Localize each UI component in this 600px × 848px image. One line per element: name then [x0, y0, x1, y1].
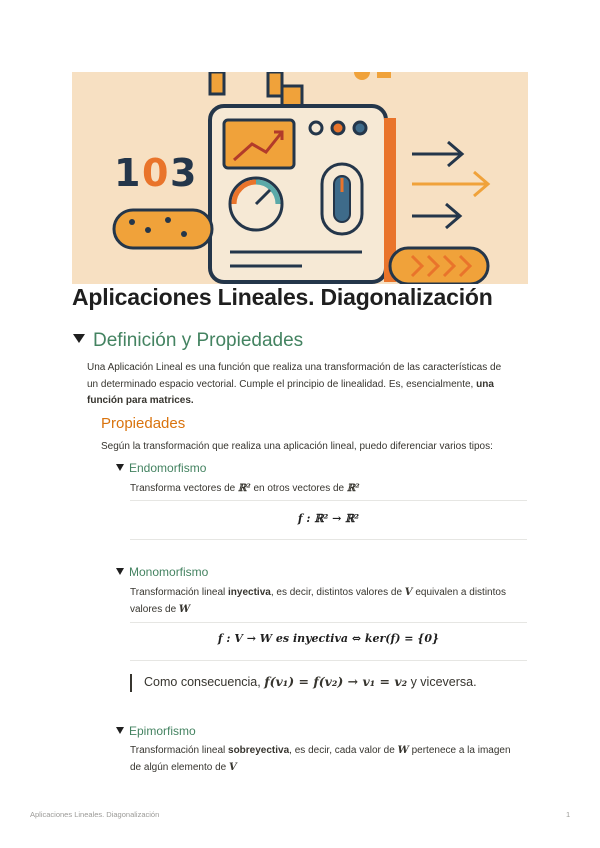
- monomorfismo-formula: [130, 632, 527, 645]
- endomorfismo-formula: [130, 512, 527, 525]
- machine-illustration-icon: [72, 72, 528, 284]
- page-title: Aplicaciones Lineales. Diagonalización: [72, 284, 493, 310]
- intro-line-1: Una Aplicación Lineal es una función que realiza una transformación de las características de: [87, 362, 502, 373]
- formula-divider: [130, 622, 527, 623]
- section-intro: [87, 360, 527, 410]
- monomorfismo-text: [130, 585, 530, 618]
- epi-var-v: V: [228, 761, 237, 773]
- svg-text:0: 0: [142, 151, 169, 195]
- mono-var-w: W: [178, 603, 191, 615]
- endo-space-2: ℝ²: [346, 483, 360, 494]
- section-toggle-definicion[interactable]: [73, 330, 303, 352]
- intro-line-2: un determinado espacio vectorial. Cumple el principio de linealidad. Es, esencialmente,: [87, 378, 477, 390]
- toggle-down-icon[interactable]: [73, 334, 85, 343]
- propiedades-intro: Según la transformación que realiza una aplicación lineal, puedo diferenciar varios tipos:: [101, 441, 493, 452]
- epimorfismo-text: [130, 743, 530, 776]
- mono-var-v: V: [404, 587, 413, 598]
- endomorfismo-text: [130, 481, 360, 498]
- toggle-down-icon[interactable]: [116, 464, 124, 471]
- epi-line2-pre: de algún elemento de: [130, 761, 229, 773]
- epimorfismo-heading: Epimorfismo: [129, 724, 196, 738]
- monomorfismo-heading: Monomorfismo: [129, 565, 209, 579]
- subheading-propiedades: Propiedades: [101, 415, 186, 432]
- quote-block: [130, 672, 527, 694]
- endo-space: ℝ²: [238, 483, 251, 494]
- section-heading: Definición y Propiedades: [93, 330, 304, 351]
- svg-text:1: 1: [114, 151, 141, 195]
- endo-text-mid: en otros vectores de: [250, 483, 347, 494]
- epi-bold: sobreyectiva: [228, 745, 290, 756]
- mono-bold: inyectiva: [228, 587, 271, 598]
- toggle-epimorfismo[interactable]: [116, 724, 196, 738]
- mono-line2-pre: valores de: [130, 603, 179, 615]
- cover-image: [72, 72, 528, 284]
- mono-line1-pre: Transformación lineal: [130, 587, 229, 598]
- endomorfismo-heading: Endomorfismo: [129, 461, 207, 475]
- epi-var-w: W: [397, 745, 409, 756]
- toggle-down-icon[interactable]: [116, 727, 124, 734]
- endo-text-pre: Transforma vectores de: [130, 483, 239, 494]
- epi-line1-post: pertenece a la imagen: [408, 745, 511, 756]
- epi-line1-pre: Transformación lineal: [130, 745, 229, 756]
- quote-pre: Como consecuencia,: [144, 675, 265, 689]
- quote-bar: [130, 674, 132, 692]
- toggle-down-icon[interactable]: [116, 568, 124, 575]
- formula-divider: [130, 660, 527, 661]
- footer-doc-title: Aplicaciones Lineales. Diagonalización: [30, 810, 160, 819]
- mono-line1-post: equivalen a distintos: [412, 587, 506, 598]
- quote-math: f(v₁) = f(v₂) → v₁ = v₂: [264, 674, 408, 689]
- formula-divider: [130, 539, 527, 540]
- endo-formula-text: f : ℝ² → ℝ²: [297, 512, 360, 525]
- quote-post: y viceversa.: [407, 675, 477, 689]
- toggle-monomorfismo[interactable]: [116, 565, 208, 579]
- intro-bold-2: función para matrices.: [87, 395, 194, 406]
- mono-line1-mid: , es decir, distintos valores de: [270, 587, 405, 598]
- quote-text: [144, 674, 477, 689]
- mono-formula-text: f : V → W es inyectiva ⇔ ker(f) = {0}: [217, 632, 440, 645]
- svg-text:3: 3: [170, 151, 197, 195]
- intro-bold-1: una: [476, 378, 494, 390]
- toggle-endomorfismo[interactable]: [116, 461, 206, 475]
- formula-divider: [130, 500, 527, 501]
- epi-line1-mid: , es decir, cada valor de: [289, 745, 398, 756]
- page-number: 1: [566, 810, 571, 819]
